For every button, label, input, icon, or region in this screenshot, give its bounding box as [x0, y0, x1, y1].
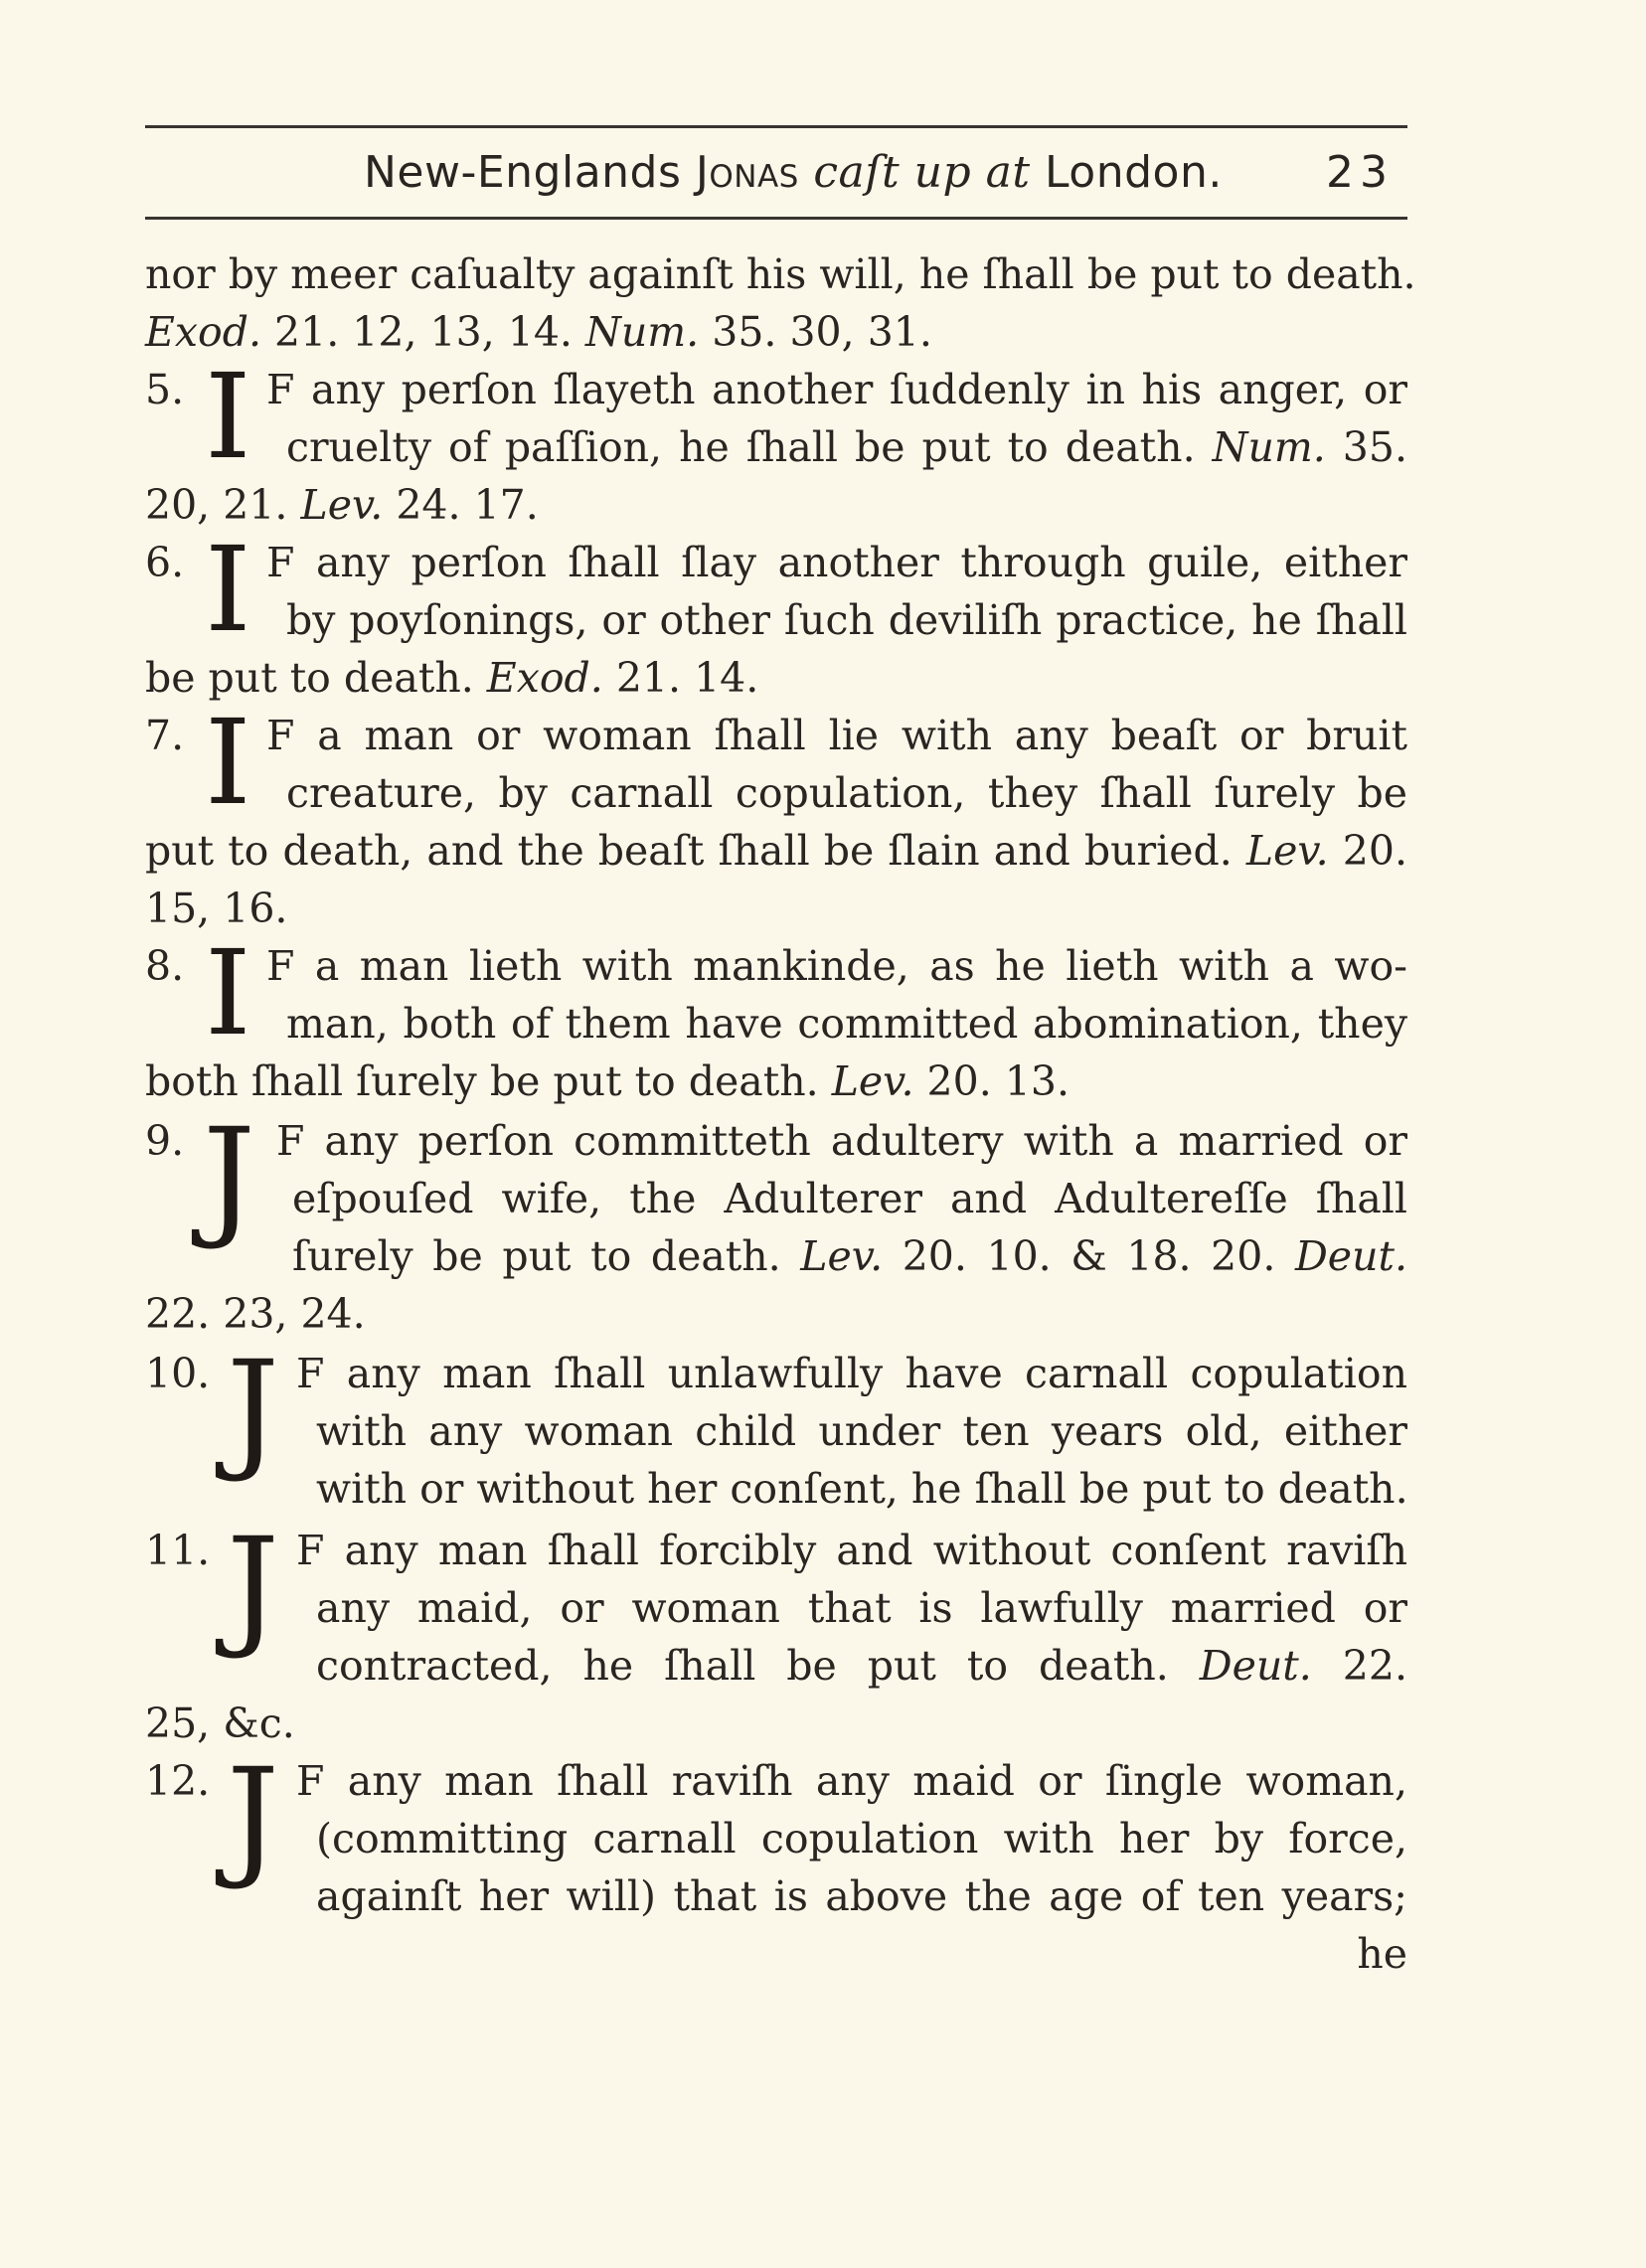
text: cruelty of paſſion, he ſhall be put to death.: [286, 423, 1213, 471]
text-line: [145, 1636, 1407, 1696]
title-part: London.: [1030, 147, 1223, 198]
drop-initial: I: [205, 924, 251, 1061]
text-line: [145, 1052, 1407, 1111]
item-number: 8.: [145, 942, 185, 990]
text: by poyſonings, or other ſuch deviliſh practice, he ſhall: [286, 596, 1407, 644]
text: put to death, and the beaſt ſhall be ſlain and buried.: [145, 827, 1246, 875]
text: F any man ſhall raviſh any maid or ſingle woman,: [296, 1757, 1407, 1805]
header-rule-top: [145, 125, 1407, 128]
text-line: [145, 648, 1407, 708]
text: (committing carnall copulation with her by force,: [316, 1815, 1407, 1863]
scripture-reference: Deut.: [1294, 1232, 1407, 1280]
text: 35.: [1325, 423, 1407, 471]
drop-initial: J: [203, 1100, 255, 1253]
title-part: Jonas: [695, 147, 799, 198]
text: F any man ſhall forcibly and without conſent raviſh: [296, 1527, 1407, 1574]
drop-initial: I: [205, 521, 251, 658]
text: man, both of them have committed abomination, they: [286, 1000, 1407, 1048]
text: 24. 17.: [383, 481, 539, 529]
text: F any man ſhall unlawfully have carnall copulation: [296, 1350, 1407, 1397]
text-line: [145, 1866, 1407, 1926]
text: againſt her will) that is above the age of ten years;: [316, 1872, 1407, 1920]
text: any maid, or woman that is lawfully married or: [316, 1584, 1407, 1632]
page-number: 23: [1326, 147, 1394, 198]
item-number: 10.: [145, 1350, 211, 1397]
item-number: 7.: [145, 712, 185, 759]
scripture-reference: Exod.: [145, 308, 262, 356]
text: with or without her conſent, he ſhall be put to death.: [316, 1465, 1408, 1513]
text-line: [145, 1578, 1407, 1638]
text: 20. 10. & 18. 20.: [883, 1232, 1295, 1280]
text: 20. 13.: [913, 1057, 1070, 1105]
item-number: 9.: [145, 1117, 185, 1165]
title-part: caſt up at: [798, 147, 1031, 198]
scripture-reference: Lev.: [300, 481, 384, 529]
text: 22. 23, 24.: [145, 1290, 366, 1338]
text-line: [145, 1169, 1407, 1228]
text-line: [145, 821, 1407, 881]
scripture-reference: Lev.: [800, 1232, 884, 1280]
text: 15, 16.: [145, 885, 288, 932]
drop-initial: J: [227, 1333, 279, 1486]
drop-initial: J: [227, 1510, 279, 1663]
item-number: 5.: [145, 366, 185, 413]
scripture-reference: Lev.: [831, 1057, 914, 1105]
header-rule-bottom: [145, 217, 1407, 220]
item-number: 6.: [145, 539, 185, 586]
text-line: [145, 1809, 1407, 1868]
scripture-reference: Num.: [1212, 423, 1326, 471]
text-line: [145, 994, 1407, 1053]
text-line: [145, 590, 1407, 650]
text: with any woman child under ten years old, either: [316, 1407, 1407, 1455]
text: 21. 14.: [602, 654, 759, 702]
text: F any perſon committeth adultery with a married or: [276, 1117, 1407, 1165]
text-line: [145, 475, 1407, 535]
text-line: [145, 1401, 1407, 1461]
scripture-reference: Exod.: [486, 654, 603, 702]
text-line: [145, 763, 1407, 823]
text-line: [145, 417, 1407, 477]
text: F a man or woman ſhall lie with any beaſt or bruit: [266, 712, 1407, 759]
scripture-reference: Deut.: [1199, 1642, 1312, 1690]
drop-initial: I: [205, 694, 251, 831]
scripture-reference: Lev.: [1245, 827, 1329, 875]
catchword-line: [145, 1924, 1407, 1984]
text: both ſhall ſurely be put to death.: [145, 1057, 832, 1105]
text-line: [145, 302, 1407, 362]
running-head-title: [364, 135, 1223, 211]
text: 35. 30, 31.: [699, 308, 932, 356]
text-line: [145, 1284, 1407, 1344]
text: 25, &c.: [145, 1700, 295, 1747]
text: F a man lieth with mankinde, as he lieth with a wo-: [266, 942, 1407, 990]
text: 20, 21.: [145, 481, 301, 529]
text-line: [145, 1459, 1407, 1519]
text: 22.: [1311, 1642, 1407, 1690]
text: eſpouſed wife, the Adulterer and Adultereſſe ſhall: [292, 1175, 1407, 1222]
text: contracted, he ſhall be put to death.: [316, 1642, 1200, 1690]
text: F any perſon ſlayeth another ſuddenly in his anger, or: [266, 366, 1407, 413]
text: 20.: [1328, 827, 1407, 875]
drop-initial: J: [227, 1740, 279, 1893]
title-part: New-Englands: [364, 147, 696, 198]
text: nor by meer caſualty againſt his will, he ſhall be put to death.: [145, 250, 1416, 298]
text: ſurely be put to death.: [292, 1232, 801, 1280]
text-line: [145, 244, 1416, 304]
item-number: 12.: [145, 1757, 211, 1805]
text: F any perſon ſhall ſlay another through guile, either: [266, 539, 1407, 586]
drop-initial: I: [205, 348, 251, 485]
text: be put to death.: [145, 654, 487, 702]
text-line: [145, 1226, 1407, 1286]
running-head: [145, 135, 1407, 211]
text-line: [145, 879, 1407, 938]
text: 21. 12, 13, 14.: [261, 308, 585, 356]
text: creature, by carnall copulation, they ſhall ſurely be: [286, 769, 1407, 817]
item-number: 11.: [145, 1527, 211, 1574]
text-line: [145, 1694, 1407, 1753]
catchword: he: [1357, 1930, 1407, 1978]
scripture-reference: Num.: [585, 308, 700, 356]
